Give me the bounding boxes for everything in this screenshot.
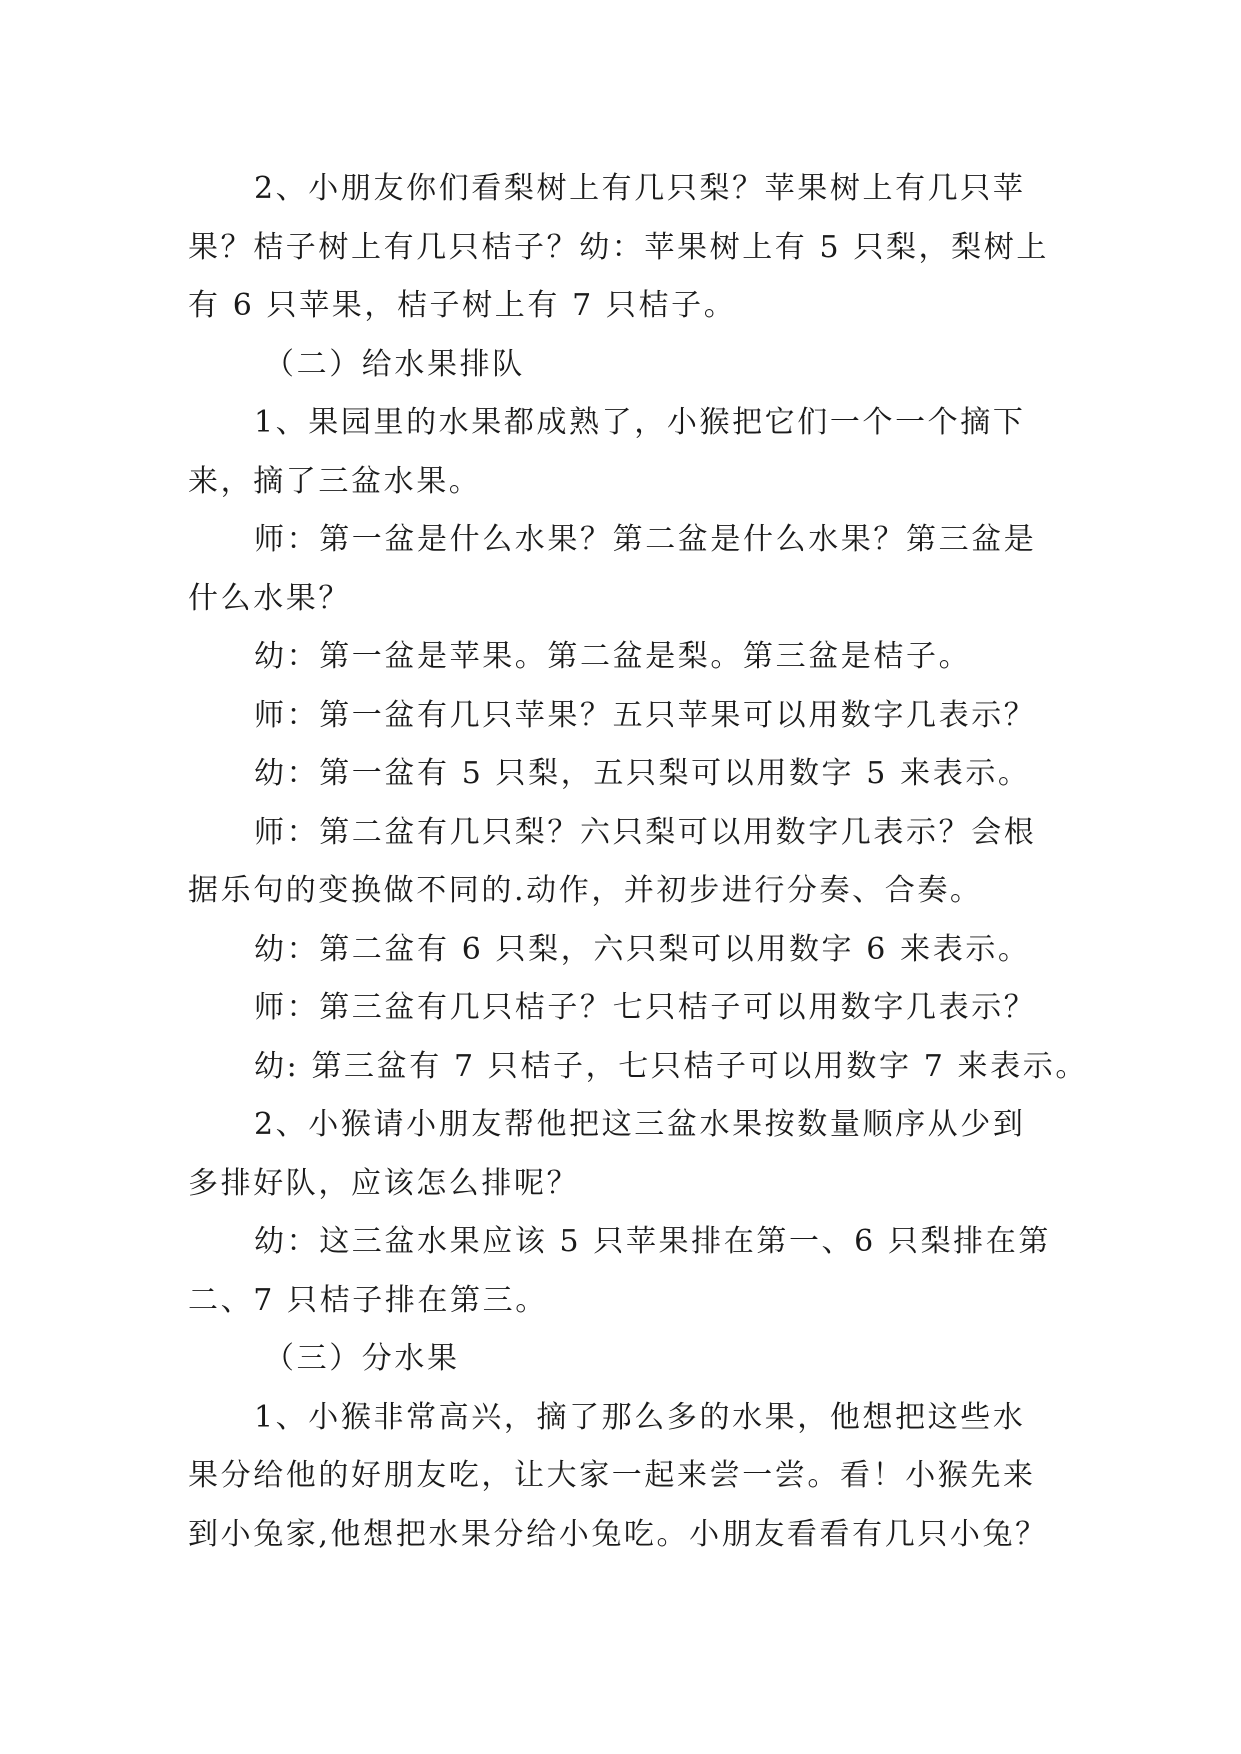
text-line: 1、果园里的水果都成熟了，小猴把它们一个一个摘下: [254, 405, 1026, 440]
text-line: 师：第一盆有几只苹果？五只苹果可以用数字几表示？: [254, 697, 1037, 733]
text-line: 多排好队，应该怎么排呢？: [188, 1165, 580, 1201]
text-line: 什么水果？: [188, 580, 351, 616]
text-line: 到小兔家,他想把水果分给小兔吃。小朋友看看有几只小兔？: [188, 1516, 1048, 1552]
text-line: 来，摘了三盆水果。: [188, 463, 482, 499]
text-line: 师：第一盆是什么水果？第二盆是什么水果？第三盆是: [254, 522, 1037, 557]
text-line: 果？桔子树上有几只桔子？幼：苹果树上有 5 只梨，梨树上: [188, 229, 1049, 265]
text-line: 1、小猴非常高兴，摘了那么多的水果，他想把这些水: [254, 1399, 1026, 1435]
section-heading: （二）给水果排队: [264, 346, 525, 382]
section-heading: （三）分水果: [264, 1341, 460, 1376]
text-line: 幼：第一盆是苹果。第二盆是梨。第三盆是桔子。: [254, 639, 972, 674]
text-line: 幼：第一盆有 5 只梨，五只梨可以用数字 5 来表示。: [254, 756, 1031, 791]
text-line: 2、小朋友你们看梨树上有几只梨？苹果树上有几只苹: [254, 171, 1026, 206]
text-line: 幼：这三盆水果应该 5 只苹果排在第一、6 只梨排在第: [254, 1224, 1051, 1259]
text-line: 师：第二盆有几只梨？六只梨可以用数字几表示？会根: [254, 814, 1037, 850]
text-line: 二、7 只桔子排在第三。: [188, 1282, 548, 1318]
text-line: 果分给他的好朋友吃，让大家一起来尝一尝。看！小猴先来: [188, 1458, 1036, 1493]
text-line: 幼: 第三盆有 7 只桔子，七只桔子可以用数字 7 来表示。: [254, 1048, 1088, 1084]
text-line: 师：第三盆有几只桔子？七只桔子可以用数字几表示？: [254, 990, 1037, 1025]
text-line: 据乐句的变换做不同的.动作，并初步进行分奏、合奏。: [188, 873, 983, 908]
document-body: [188, 160, 1088, 1564]
text-line: 2、小猴请小朋友帮他把这三盆水果按数量顺序从少到: [254, 1107, 1026, 1142]
text-line: 幼：第二盆有 6 只梨，六只梨可以用数字 6 来表示。: [254, 931, 1031, 967]
text-line: 有 6 只苹果，桔子树上有 7 只桔子。: [188, 288, 737, 323]
